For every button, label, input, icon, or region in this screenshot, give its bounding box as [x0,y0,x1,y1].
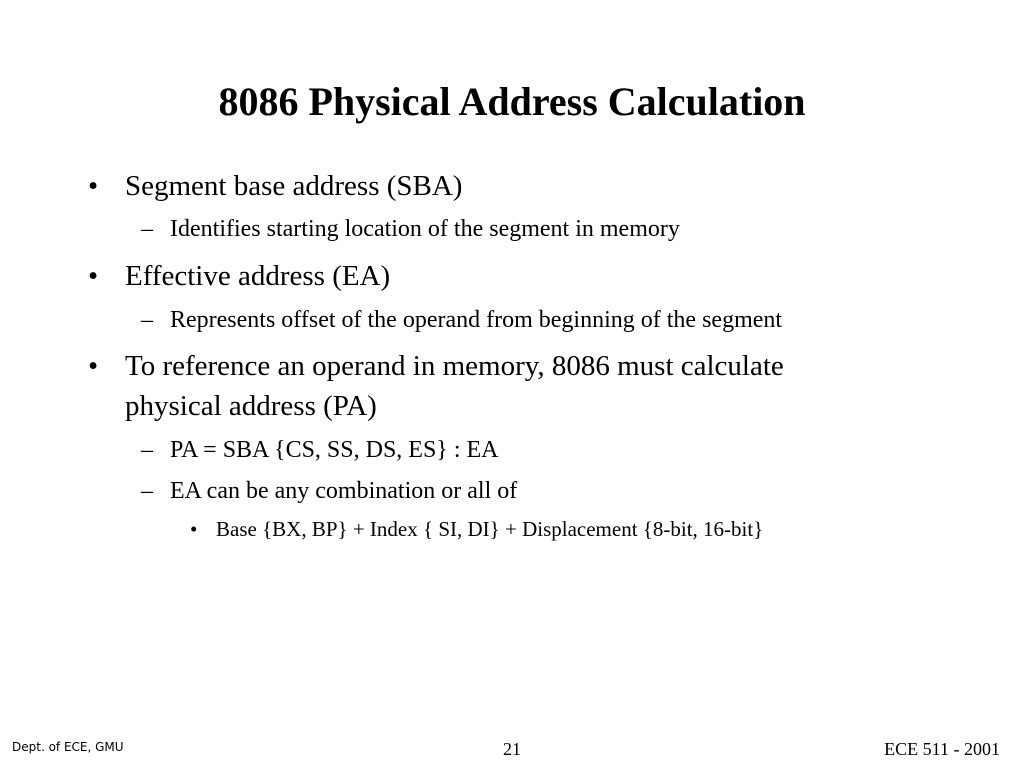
dash-icon: – [141,307,153,333]
sub-item-text: EA can be any combination or all of [170,478,518,504]
slide-title: 8086 Physical Address Calculation [218,79,806,124]
footer-course: ECE 511 - 2001 [884,739,1000,759]
sub-item-text: Represents offset of the operand from beginning of the segment [170,307,783,333]
sub-sub-item-text: Base {BX, BP} + Index { SI, DI} + Displacement {8-bit, 16-bit} [216,517,764,541]
sub-item-sba-desc [141,213,970,245]
bullet-item-ea [88,256,965,296]
dash-icon: – [141,437,153,463]
dash-icon: – [141,478,153,504]
bullet-text: Effective address (EA) [125,260,391,292]
bullet-item-pa [88,346,965,426]
dot-icon: • [190,517,198,541]
sub-item-text: Identifies starting location of the segment in memory [170,216,680,242]
sub-sub-item-components [190,515,996,543]
footer-page-number: 21 [503,739,521,759]
dash-icon: – [141,216,153,242]
bullet-item-sba [88,166,965,206]
footer-department: Dept. of ECE, GMU [12,740,124,754]
bullet-text-line2: physical address (PA) [125,390,377,422]
bullet-icon: • [88,260,99,292]
bullet-icon: • [88,170,99,202]
bullet-text-line1: To reference an operand in memory, 8086 must calculate [125,350,784,382]
bullet-text: Segment base address (SBA) [125,170,463,202]
sub-item-pa-formula [141,434,970,466]
sub-item-ea-desc [141,304,970,336]
sub-item-ea-combination [141,475,970,507]
sub-item-text: PA = SBA {CS, SS, DS, ES} : EA [170,437,499,463]
bullet-icon: • [88,350,99,382]
